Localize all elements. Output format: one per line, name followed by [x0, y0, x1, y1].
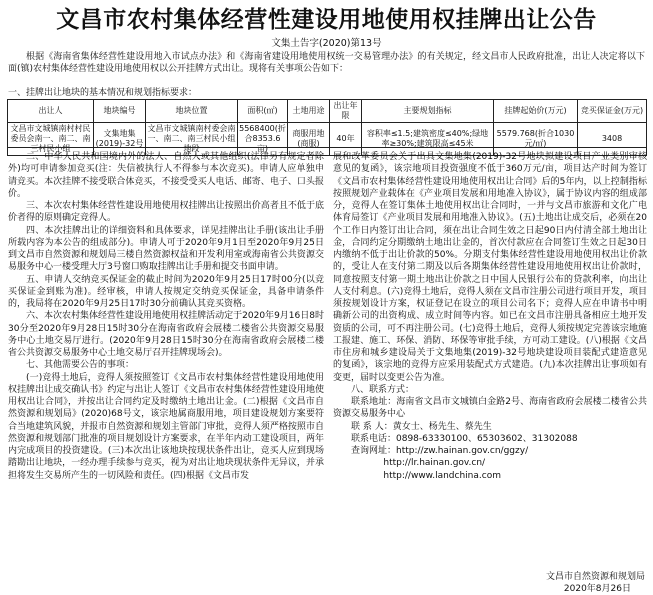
table-cell: 文昌市文城镇南村委会南一、南二、南三村民小组地段 [146, 123, 238, 156]
notice-title: 文昌市农村集体经营性建设用地使用权挂牌出让公告 [56, 7, 597, 33]
paragraph: 三、本次农村集体经营性建设用地使用权挂牌出让按照出价高者且不低于底价者得的原则确定竞得人。 [8, 201, 324, 224]
table-header-cell: 竞买保证金(万元) [578, 100, 647, 123]
issuer-signature: 文昌市自然资源和规划局 [545, 572, 645, 582]
table-header-cell: 地块位置 [146, 100, 238, 123]
right-column [333, 151, 647, 482]
paragraph: 二、中华人民共和国境内外的法人、自然人或其他组织(法律另有规定者除外)均可申请参加竞买(注：失信被执行人不得参与本次竞买)。申请人应单独申请竞买。本次挂牌不接受联合体竞买，不接受受买人电话、邮寄、电子、口头报价。 [8, 152, 324, 199]
paragraph: 四、本次挂牌出让的详细资料和具体要求，详见挂牌出让手册(该出让手册所载内容为本公告的组成部分)。申请人可于2020年9月1日至2020年9月25日到文昌市自然资源和规划局三楼自然资源权益和开发利用室或海南省公共资源交易服务中心一楼受理大厅3号窗口购取挂牌出让手册和提交书面申请。 [8, 225, 324, 273]
section-1-heading: 一、挂牌出让地块的基本情况和规划指标要求： [8, 88, 198, 98]
table-cell: 40年 [330, 123, 362, 156]
table-header-cell: 出让人 [8, 100, 94, 123]
table-header-cell: 挂牌起始价(万元) [494, 100, 578, 123]
table-header-cell: 主要规划指标 [362, 100, 494, 123]
section-7-heading: 七、其他需要公告的事项： [26, 360, 135, 371]
issue-date: 2020年8月26日 [563, 584, 631, 594]
table-header-cell: 面积(㎡) [238, 100, 288, 123]
website-link[interactable]: http://www.landchina.com [383, 470, 501, 481]
table-cell: 文集地集(2019)-32号 [94, 123, 146, 156]
contact-address: 联系地址：海南省文昌市文城镇白金路2号、海南省政府会展楼二楼省公共资源交易服务中心 [333, 397, 647, 420]
paragraph: 五、申请人交纳竞买保证金的截止时间为2020年9月25日17时00分(以竞买保证金到账为准)。经审核，申请人按规定交纳竞买保证金，具备申请条件的，我局将在2020年9月25日17时30分前确认其竞买资格。 [8, 274, 324, 309]
paragraph: 六、本次农村集体经营性建设用地使用权挂牌活动定于2020年9月16日8时30分至2020年9月28日15时30分在海南省政府会展楼二楼省公共资源交易服务中心土地交易厅进行。(2020年9月28日15时30分在海南省政府会展楼二楼省公共资源交易服务中心土地交易厅召开挂牌现场会)。 [8, 311, 324, 358]
divider [7, 147, 646, 148]
table-header-cell: 出让年限 [330, 100, 362, 123]
table-cell: 容积率≤1.5;建筑密度≤40%;绿地率≥30%;建筑限高≤45米 [362, 123, 494, 156]
paragraph: 展和改革委员会关于出具文集地集(2019)-32号地块拟建设项目产业类别审核意见的复函》，该宗地项目投资强度不低于360万元/亩，项目达产时间为签订《文昌市农村集体经营性建设用地使用权出让合同》后的5年内，以上控制指标按照规划产业载体在《产业项目发展和用地准入协议》，属于协议内容的组成部分，竞得人在签订集体土地使用权出让合同时，一并与文昌市旅游和文化广电体育局签订《产业项目发展和用地准入协议》。(五)土地出让成交后，必须在20个工作日内签订出让合同，须在出让合同生效之日起90日内付清全部土地出让金，合同约定分期缴纳土地出让金的，首次付款应在合同签订生效之日起30日内缴纳不低于出让价款的50%。分期支付集体经营性建设用地使用权出让价款的，受让人在支付第二期及以后各期集体经营性建设用地使用权出让价款时，同意按照支付第一期土地出让价款之日中国人民银行公布的贷款利率，向出让人支付利息。(六)竞得土地后，竞得人须在文昌市注册公司进行项目开发，项目须按规划设计方案，权证登记在设立的项目公司名下；竞得人应在申请书中明确新公司的出资构成、成立时间等内容。如已在文昌市注册具备相应土地开发资质的公司，可不再注册公司。(七)竞得土地后，竞得人须按规定完善该宗地施工报建、施工、环保、消防、环保等审批手续，方可动工建设。(八)根据《文昌市住房和城乡建设局关于文集地集(2019)-32号地块建设项目装配式建造意见的复函》，该宗地的竞得方应采用装配式方式建造。(九)本次挂牌出让事项如有变更，届时以变更公告为准。 [333, 152, 647, 383]
query-website[interactable]: 查询网址：http://zw.hainan.gov.cn/ggzy/ [351, 446, 529, 456]
table-cell: 商服用地(商服) [288, 123, 330, 156]
website-link[interactable]: http://lr.hainan.gov.cn/ [383, 458, 486, 469]
left-column [8, 151, 324, 482]
document-number: 文集土告字(2020)第13号 [271, 38, 382, 49]
section-8-heading: 八、联系方式： [351, 384, 415, 395]
table-header-cell: 地块编号 [94, 100, 146, 123]
table-header-row [8, 100, 647, 123]
table-cell: 3408 [578, 123, 647, 156]
contact-phone: 联系电话：0898-63330100、65303602、31302088 [351, 433, 578, 444]
table-cell: 5579.768(折合1030元/㎡) [494, 123, 578, 156]
contact-person: 联 系 人：黄女士、杨先生、蔡先生 [351, 421, 492, 432]
paragraph: (一)竞得土地后，竞得人须按照签订《文昌市农村集体经营性建设用地使用权挂牌出让成交确认书》约定与出让人签订《文昌市农村集体经营性建设用地使用权出让合同》，并按出让合同约定及时缴纳土地出让金。(二)根据《文昌市自然资源和规划局》(2020)68号文，该宗地属商服用地，项目建设规划方案要符合当地建筑风貌，并报市自然资源和规划主管部门审批，竞得人须严格按照市自然资源和规划部门批准的项目规划设计方案要求，在半年内动工建设项目，两年内完成项目的投资建设。(三)本次出让该地块按现状条件出让，竞买人应到现场踏勘出让地块，一经办理手续参与竞买，视为对出让地块现状条件无异议，并承担将发生交易所产生的一切风险和责任。(四)根据《文昌市发 [8, 372, 324, 481]
table-header-cell: 土地用途 [288, 100, 330, 123]
table-cell: 文昌市文城镇南村村民委员会南一、南二、南三村民小组 [8, 123, 94, 156]
table-cell: 5568400(折合8353.6亩) [238, 123, 288, 156]
intro-paragraph: 根据《海南省集体经营性建设用地入市试点办法》和《海南省建设用地使用权统一交易管理办法》的有关规定，经文昌市人民政府批准，出让人决定将以下面(镇)农村集体经营性建设用地使用权以公开挂牌方式出让。现将有关事项公告如下： [8, 52, 645, 74]
